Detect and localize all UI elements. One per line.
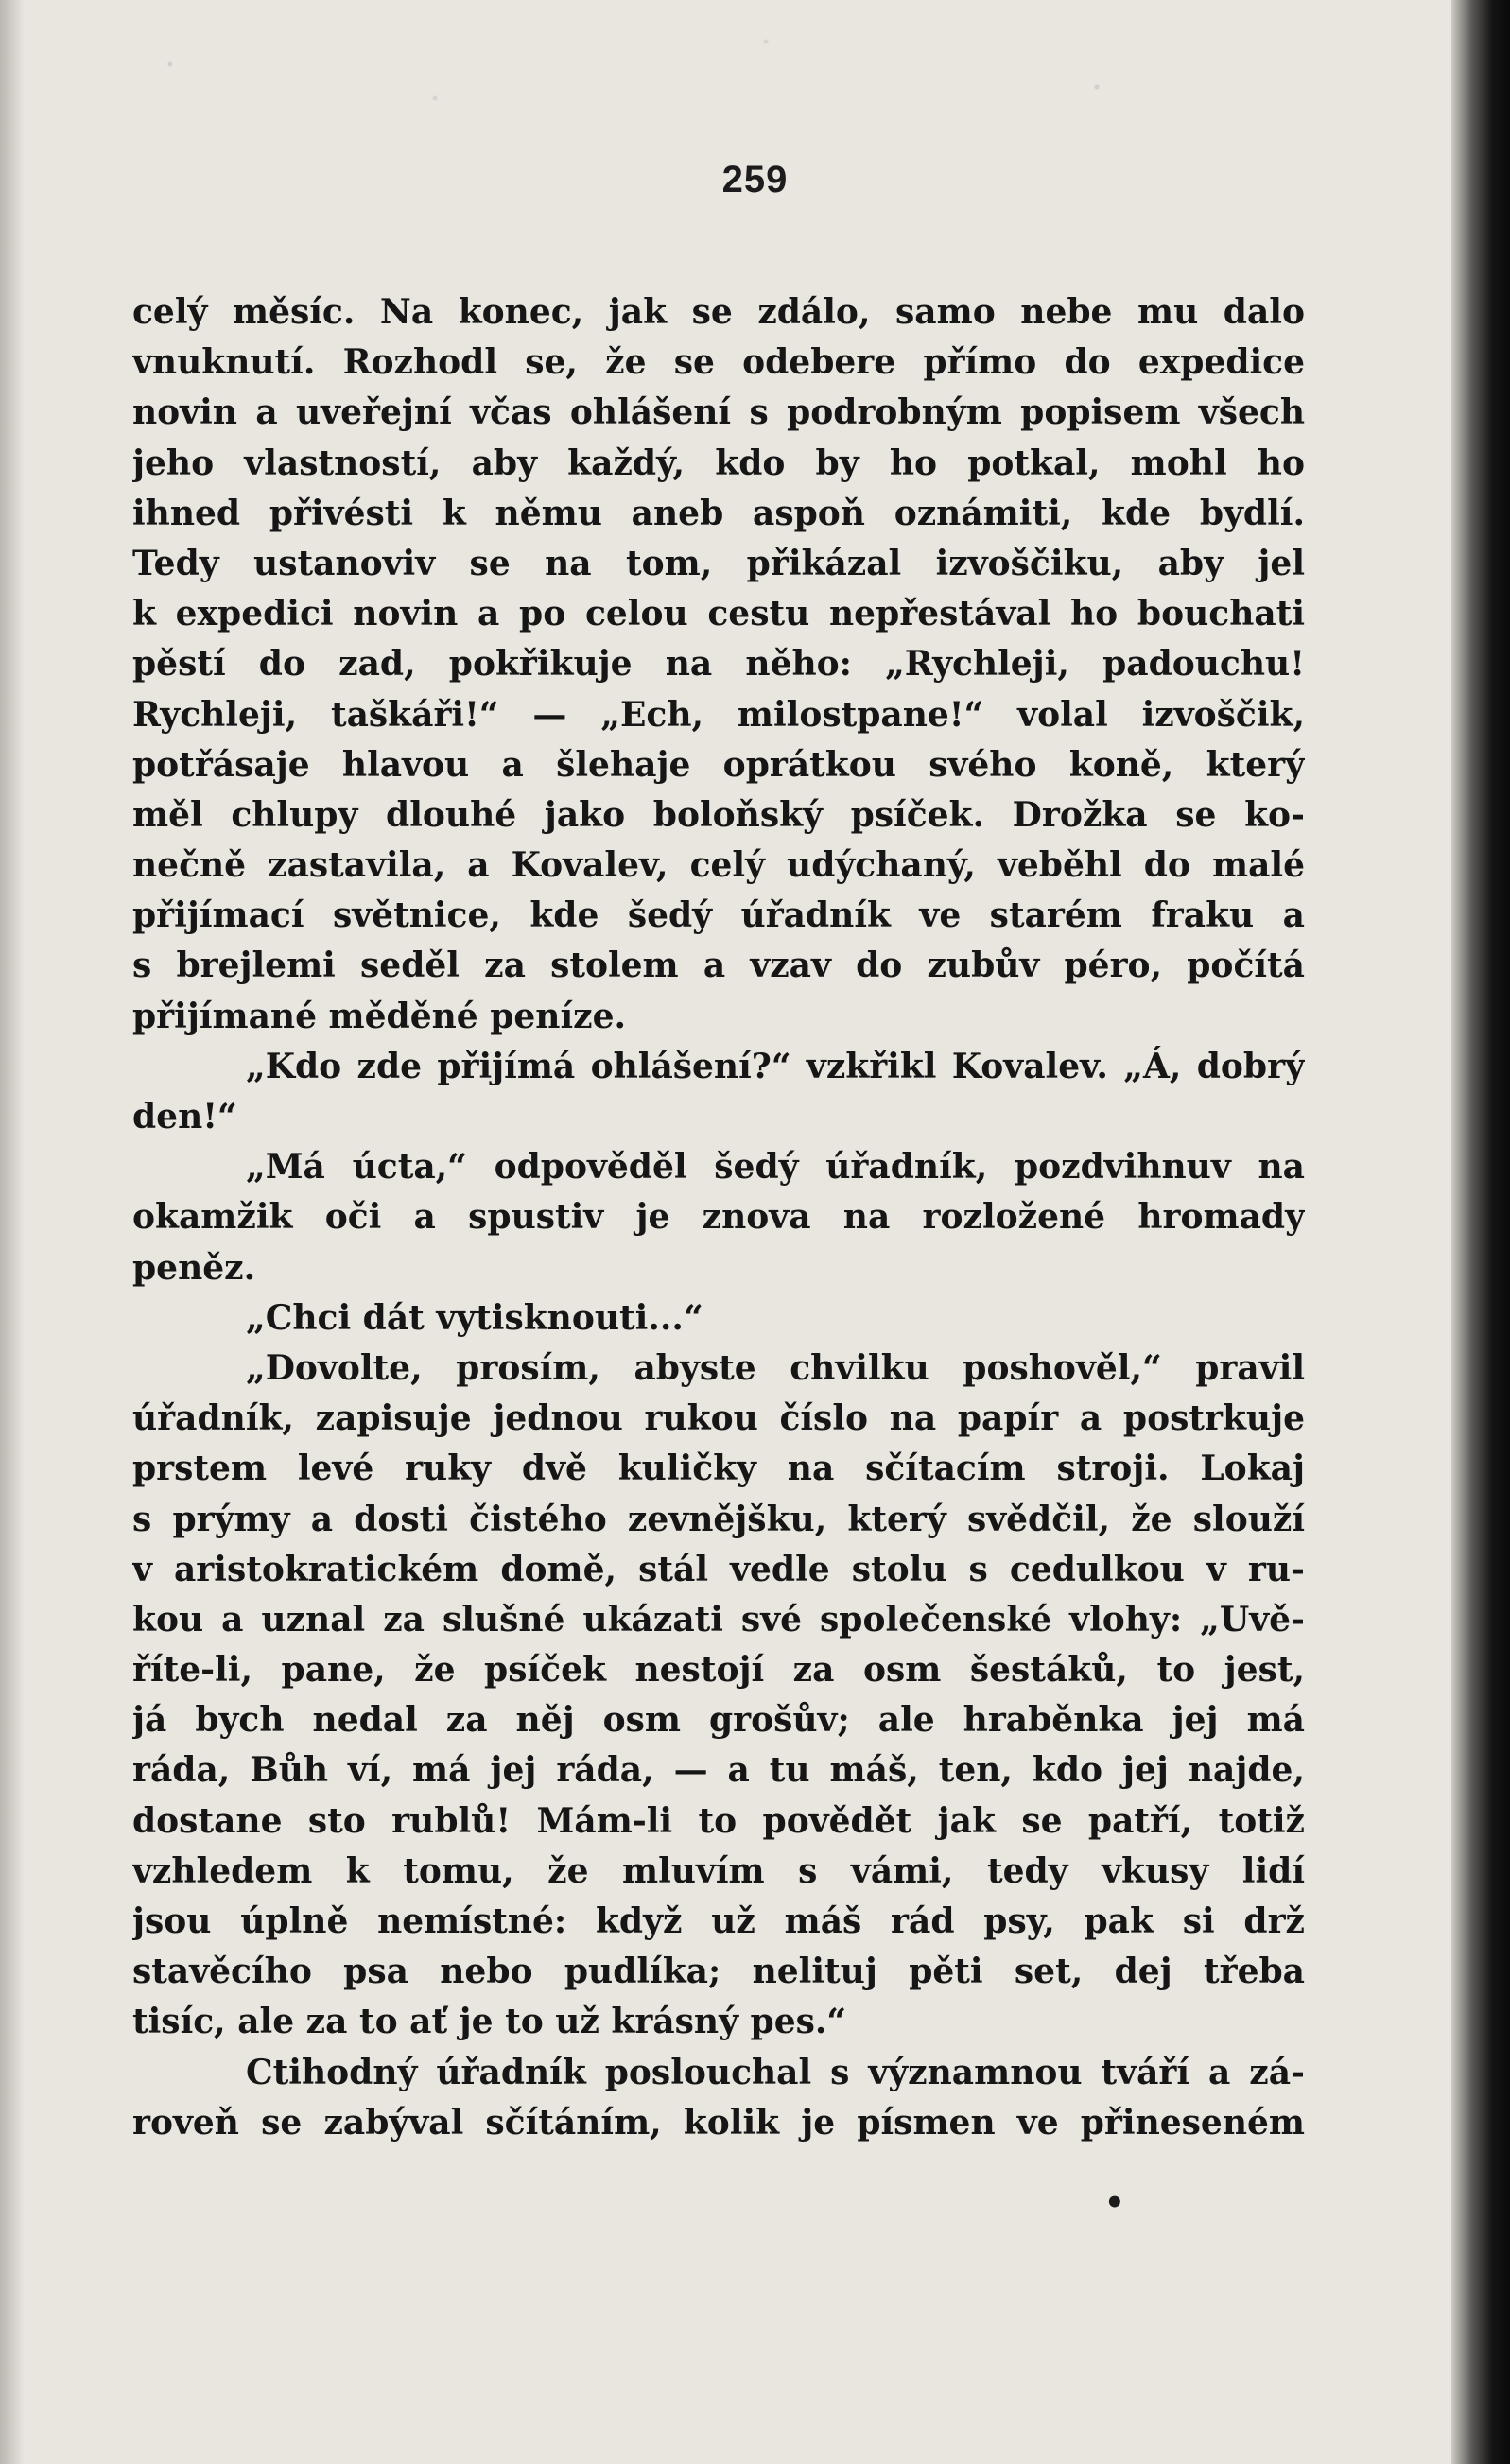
- text-line: okamžik oči a spustiv je znova na rozložené hromady: [132, 1197, 1305, 1238]
- text-line: roveň se zabýval sčítáním, kolik je písmen ve přineseném: [132, 2102, 1305, 2143]
- signature-mark: •: [1104, 2184, 1125, 2222]
- text-line: den!“: [132, 1097, 237, 1137]
- text-line: k expedici novin a po celou cestu nepřestával ho bouchati: [132, 594, 1305, 634]
- text-line: s prýmy a dosti čistého zevnějšku, který svědčil, že slouží: [132, 1499, 1305, 1539]
- text-line: prstem levé ruky dvě kuličky na sčítacím stroji. Lokaj: [132, 1449, 1305, 1489]
- text-line: s brejlemi seděl za stolem a vzav do zubův péro, počítá: [132, 946, 1305, 986]
- text-line: „Chci dát vytisknouti...“: [246, 1297, 703, 1338]
- text-line: peněz.: [132, 1247, 256, 1288]
- text-line: přijímané měděné peníze.: [132, 996, 627, 1036]
- text-line: novin a uveřejní včas ohlášení s podrobným popisem všech: [132, 392, 1305, 433]
- text-line: já bych nedal za něj osm grošův; ale hraběnka jej má: [132, 1700, 1305, 1741]
- text-line: tisíc, ale za to ať je to už krásný pes.“: [132, 2002, 847, 2042]
- text-line: vzhledem k tomu, že mluvím s vámi, tedy vkusy lidí: [132, 1850, 1305, 1891]
- text-line: jsou úplně nemístné: když už máš rád psy, pak si drž: [132, 1901, 1305, 1941]
- text-line: ráda, Bůh ví, má jej ráda, — a tu máš, ten, kdo jej najde,: [132, 1750, 1305, 1791]
- text-line: přijímací světnice, kde šedý úřadník ve starém fraku a: [132, 895, 1305, 936]
- text-line: „Má úcta,“ odpověděl šedý úřadník, pozdvihnuv na: [246, 1147, 1305, 1188]
- text-line: měl chlupy dlouhé jako boloňský psíček. Drožka se ko-: [132, 794, 1305, 835]
- text-line: vnuknutí. Rozhodl se, že se odebere přímo do expedice: [132, 342, 1305, 383]
- left-page-shadow: [0, 0, 25, 2464]
- text-line: ihned přivésti k němu aneb aspoň oznámiti, kde bydlí.: [132, 493, 1305, 533]
- right-page-shadow: [1451, 0, 1510, 2464]
- text-line: v aristokratickém domě, stál vedle stolu s cedulkou v ru-: [132, 1549, 1305, 1589]
- text-line: „Kdo zde přijímá ohlášení?“ vzkřikl Kovalev. „Á, dobrý: [246, 1046, 1305, 1086]
- text-line: nečně zastavila, a Kovalev, celý udýchaný, veběhl do malé: [132, 845, 1305, 886]
- page-number: 259: [721, 159, 789, 200]
- body-text: [132, 287, 1305, 2148]
- text-line: pěstí do zad, pokřikuje na něho: „Rychleji, padouchu!: [132, 644, 1305, 685]
- text-line: potřásaje hlavou a šlehaje oprátkou svého koně, který: [132, 744, 1305, 785]
- text-line: říte-li, pane, že psíček nestojí za osm šestáků, to jest,: [132, 1650, 1305, 1691]
- text-line: úřadník, zapisuje jednou rukou číslo na papír a postrkuje: [132, 1398, 1305, 1439]
- text-line: celý měsíc. Na konec, jak se zdálo, samo nebe mu dalo: [132, 292, 1305, 332]
- text-line: kou a uznal za slušné ukázati své společenské vlohy: „Uvě-: [132, 1599, 1305, 1640]
- text-line: „Dovolte, prosím, abyste chvilku poshověl,“ pravil: [246, 1347, 1305, 1388]
- text-line: jeho vlastností, aby každý, kdo by ho potkal, mohl ho: [132, 442, 1305, 483]
- text-line: Ctihodný úřadník poslouchal s významnou tváří a zá-: [246, 2052, 1305, 2092]
- text-line: dostane sto rublů! Mám-li to povědět jak se patří, totiž: [132, 1800, 1305, 1841]
- text-line: stavěcího psa nebo pudlíka; nelituj pěti set, dej třeba: [132, 1952, 1305, 1992]
- text-line: Tedy ustanoviv se na tom, přikázal izvoščiku, aby jel: [132, 543, 1305, 583]
- text-line: Rychleji, taškáři!“ — „Ech, milostpane!“ volal izvoščik,: [132, 694, 1305, 735]
- paper-specks: [38, 19, 1362, 132]
